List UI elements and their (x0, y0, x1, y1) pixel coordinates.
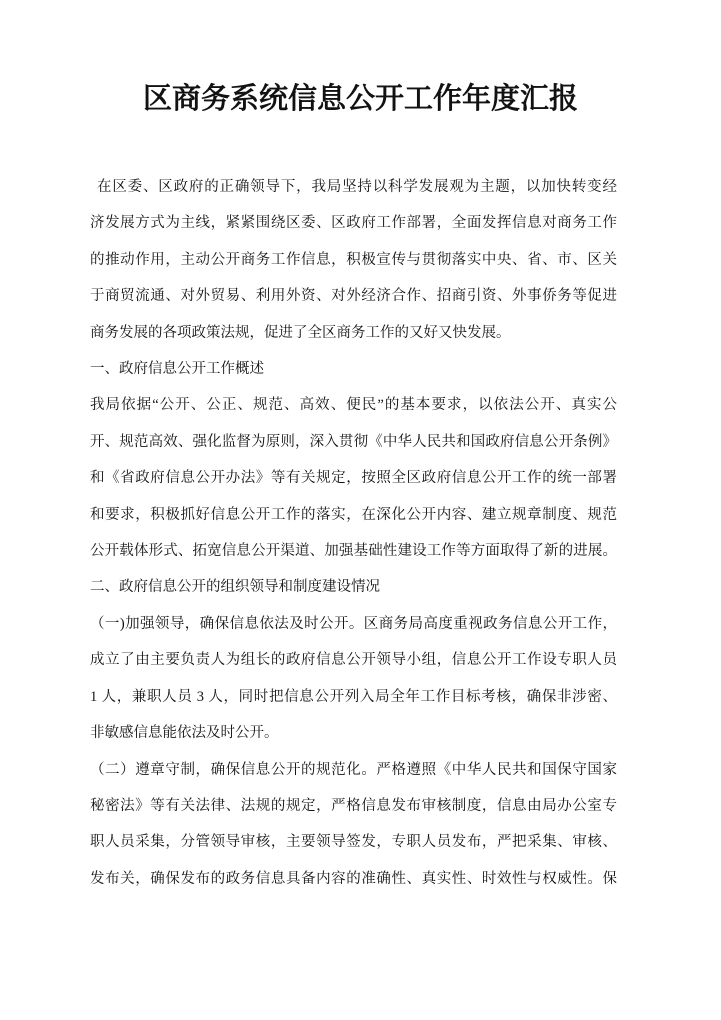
section-heading-2: 二、政府信息公开的组织领导和制度建设情况 (90, 579, 380, 596)
text-line: 成立了由主要负责人为组长的政府信息公开领导小组，信息公开工作设专职人员 (90, 652, 617, 669)
text-line: （二）遵章守制，确保信息公开的规范化。严格遵照《中华人民共和国保守国家 (90, 761, 617, 778)
text-line: 1 人，兼职人员 3 人，同时把信息公开列入局全年工作目标考核，确保非涉密、 (90, 688, 617, 705)
text-line: （一)加强领导，确保信息依法及时公开。区商务局高度重视政务信息公开工作， (90, 615, 617, 632)
text-line: 职人员采集，分管领导审核，主要领导签发，专职人员发布，严把采集、审核、 (90, 834, 617, 851)
text-line: 开、规范高效、强化监督为原则，深入贯彻《中华人民共和国政府信息公开条例》 (90, 433, 617, 450)
section-heading-1: 一、政府信息公开工作概述 (90, 361, 264, 378)
text-line: 的推动作用，主动公开商务工作信息，积极宣传与贯彻落实中央、省、市、区关 (90, 251, 617, 268)
text-line: 和《省政府信息公开办法》等有关规定，按照全区政府信息公开工作的统一部署 (90, 470, 617, 487)
text-line: 济发展方式为主线，紧紧围绕区委、区政府工作部署，全面发挥信息对商务工作 (90, 215, 617, 232)
text-line: 发布关，确保发布的政务信息具备内容的准确性、真实性、时效性与权威性。保 (90, 870, 617, 887)
text-line: 和要求，积极抓好信息公开工作的落实，在深化公开内容、建立规章制度、规范 (90, 506, 617, 523)
text-line: 在区委、区政府的正确领导下，我局坚持以科学发展观为主题，以加快转变经 (97, 179, 617, 195)
text-line: 非敏感信息能依法及时公开。 (90, 725, 279, 742)
document-body (90, 169, 617, 897)
text-line: 于商贸流通、对外贸易、利用外资、对外经济合作、招商引资、外事侨务等促进 (90, 288, 617, 305)
text-line: 我局依据“公开、公正、规范、高效、便民”的基本要求，以依法公开、真实公 (90, 397, 617, 414)
text-line: 公开载体形式、拓宽信息公开渠道、加强基础性建设工作等方面取得了新的进展。 (90, 543, 617, 560)
text-line: 秘密法》等有关法律、法规的规定，严格信息发布审核制度，信息由局办公室专 (90, 797, 617, 814)
document-title: 区商务系统信息公开工作年度汇报 (142, 83, 578, 115)
text-line: 商务发展的各项政策法规，促进了全区商务工作的又好又快发展。 (90, 324, 511, 341)
